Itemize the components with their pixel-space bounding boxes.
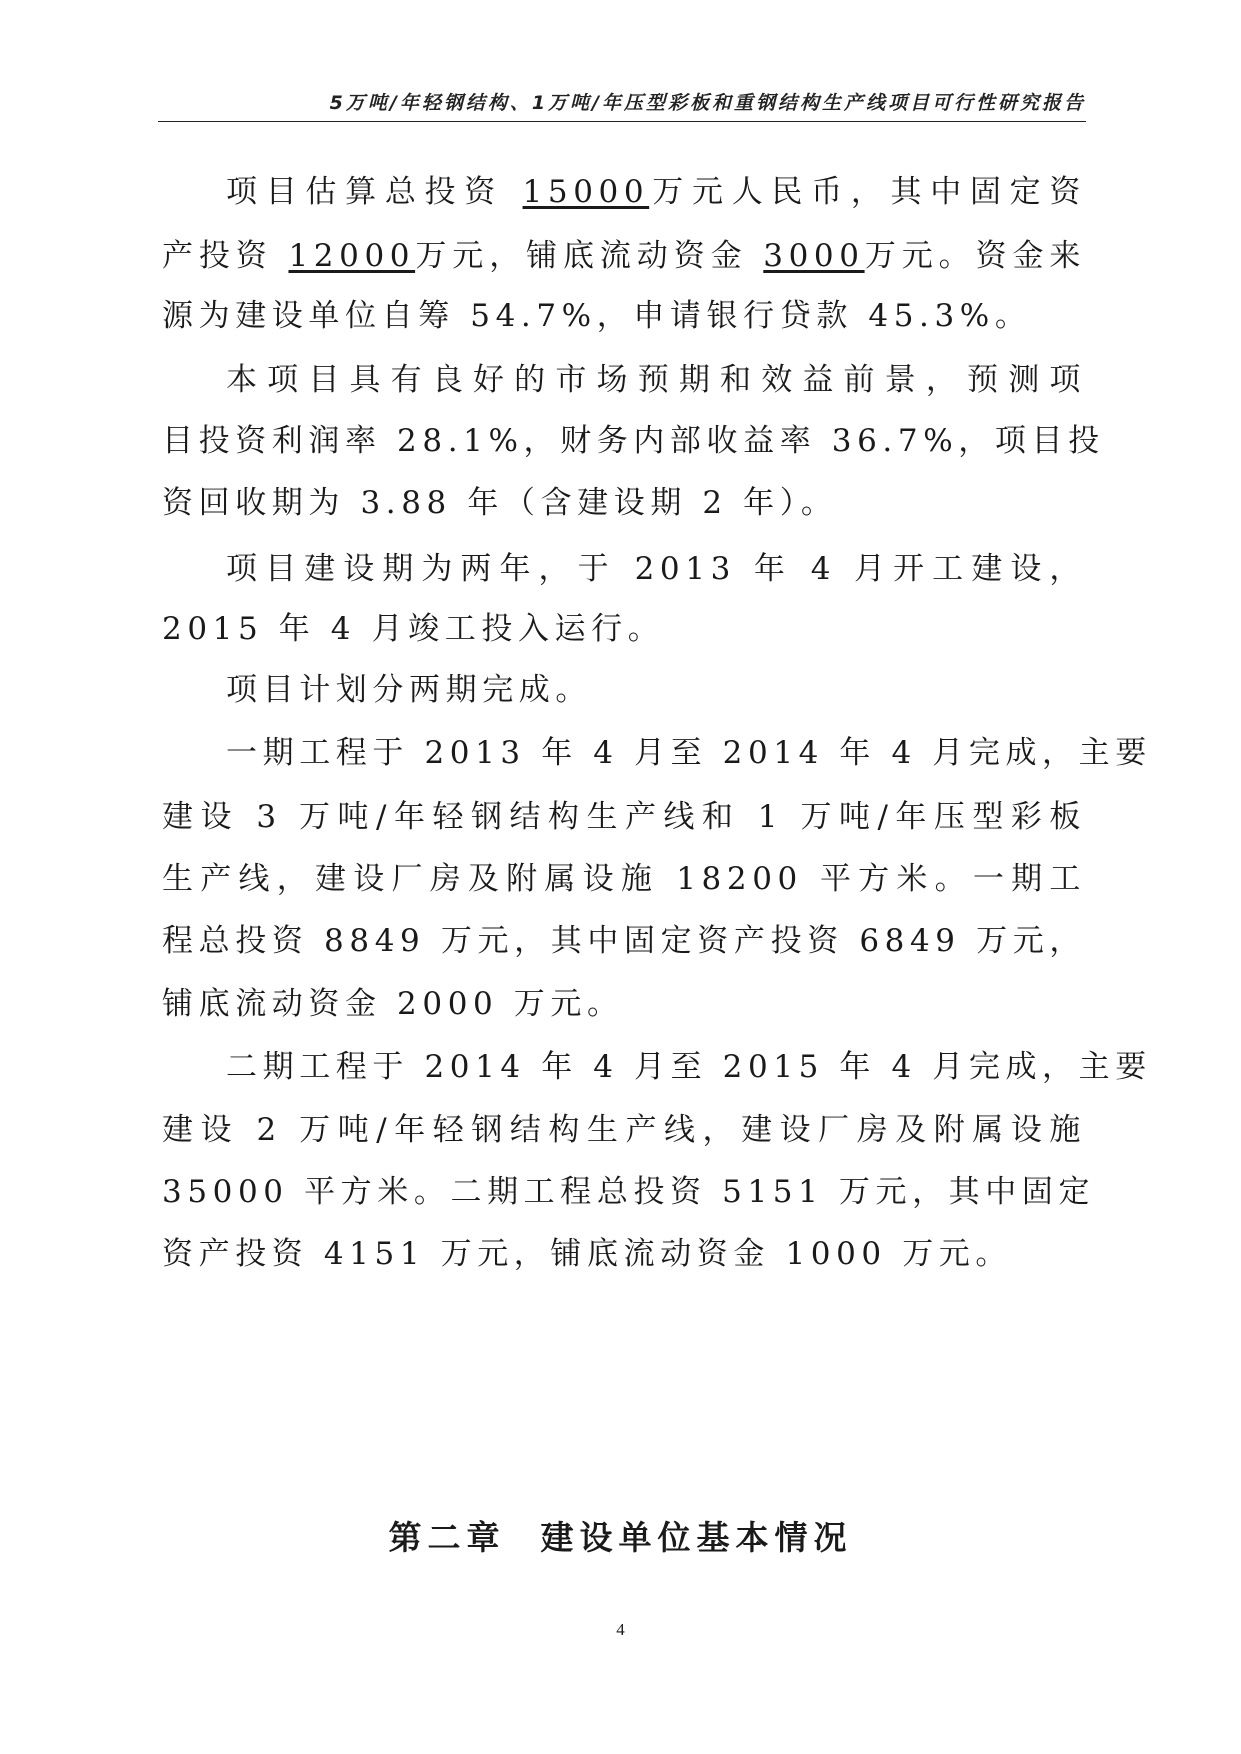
text-segment: 万元，铺底流动资金 <box>415 238 764 274</box>
paragraph-5-line-2: 建设 3 万吨/年轻钢结构生产线和 1 万吨/年压型彩板 <box>162 799 1086 835</box>
chapter-title: 第二章 建设单位基本情况 <box>388 1518 853 1557</box>
total-investment-amount: 15000 <box>522 174 650 210</box>
paragraph-1-line-3: 源为建设单位自筹 54.7%，申请银行贷款 45.3%。 <box>162 298 1032 334</box>
paragraph-2-line-1: 本项目具有良好的市场预期和效益前景，预测项 <box>226 362 1086 398</box>
fixed-asset-amount: 12000 <box>288 238 416 274</box>
paragraph-6-line-4: 资产投资 4151 万元，铺底流动资金 1000 万元。 <box>162 1236 1012 1272</box>
paragraph-3-line-1: 项目建设期为两年，于 2013 年 4 月开工建设， <box>226 551 1086 587</box>
paragraph-1-line-1 <box>162 172 1086 212</box>
paragraph-5-line-1: 一期工程于 2013 年 4 月至 2014 年 4 月完成，主要 <box>226 735 1152 771</box>
text-segment: 产投资 <box>162 238 289 274</box>
text-segment: 万元。资金来 <box>864 238 1086 274</box>
page-number: 4 <box>616 1620 625 1639</box>
running-header: 5万吨/年轻钢结构、1万吨/年压型彩板和重钢结构生产线项目可行性研究报告 <box>329 92 1086 114</box>
paragraph-4-line-1: 项目计划分两期完成。 <box>226 672 592 708</box>
paragraph-5-line-5: 铺底流动资金 2000 万元。 <box>162 986 624 1022</box>
paragraph-3-line-2: 2015 年 4 月竣工投入运行。 <box>162 611 665 647</box>
header-divider <box>158 121 1086 122</box>
working-capital-amount: 3000 <box>763 238 865 274</box>
paragraph-5-line-3: 生产线，建设厂房及附属设施 18200 平方米。一期工 <box>162 861 1086 897</box>
paragraph-6-line-2: 建设 2 万吨/年轻钢结构生产线，建设厂房及附属设施 <box>162 1112 1086 1148</box>
paragraph-1-line-2 <box>162 236 1086 276</box>
text-segment: 万元人民币，其中固定资 <box>649 174 1086 210</box>
paragraph-5-line-4: 程总投资 8849 万元，其中固定资产投资 6849 万元， <box>162 923 1086 959</box>
paragraph-6-line-3: 35000 平方米。二期工程总投资 5151 万元，其中固定 <box>162 1174 1096 1210</box>
text-segment: 项目估算总投资 <box>226 174 523 210</box>
paragraph-6-line-1: 二期工程于 2014 年 4 月至 2015 年 4 月完成，主要 <box>226 1049 1152 1085</box>
paragraph-2-line-3: 资回收期为 3.88 年（含建设期 2 年）。 <box>162 485 838 521</box>
paragraph-2-line-2: 目投资利润率 28.1%，财务内部收益率 36.7%，项目投 <box>162 423 1105 459</box>
